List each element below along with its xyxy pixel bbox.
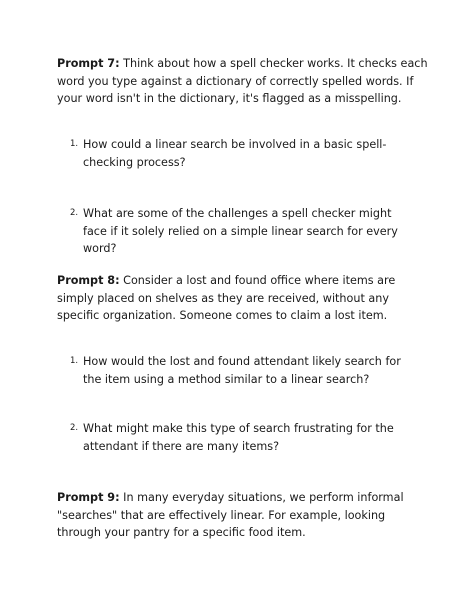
prompt-7-question-1 — [70, 136, 415, 171]
prompt-9-text: In many everyday situations, we perform informal "searches" that are effectively linear. For example, looking through your pantry for a specific food item. — [57, 491, 404, 539]
prompt-8 — [57, 272, 429, 325]
prompt-9-label: Prompt 9: — [57, 491, 120, 504]
question-text: How could a linear search be involved in a basic spell-checking process? — [83, 138, 387, 169]
question-text: How would the lost and found attendant likely search for the item using a method similar to a linear search? — [83, 355, 401, 386]
list-number: 2. — [70, 423, 79, 433]
prompt-7-text: Think about how a spell checker works. It checks each word you type against a dictionary of correctly spelled words. If your word isn't in the dictionary, it's flagged as a misspelling. — [57, 57, 428, 105]
list-number: 1. — [70, 356, 79, 366]
list-number: 1. — [70, 139, 79, 149]
prompt-8-question-1 — [70, 353, 415, 388]
question-text: What are some of the challenges a spell checker might face if it solely relied on a simple linear search for every word? — [83, 207, 398, 255]
prompt-7-label: Prompt 7: — [57, 57, 120, 70]
prompt-9 — [57, 489, 429, 542]
prompt-8-label: Prompt 8: — [57, 274, 120, 287]
prompt-7-question-2 — [70, 205, 415, 258]
prompt-8-question-2 — [70, 420, 415, 455]
question-text: What might make this type of search frustrating for the attendant if there are many items? — [83, 422, 394, 453]
prompt-8-text: Consider a lost and found office where items are simply placed on shelves as they are received, without any specific organization. Someone comes to claim a lost item. — [57, 274, 396, 322]
prompt-7 — [57, 55, 429, 108]
list-number: 2. — [70, 208, 79, 218]
